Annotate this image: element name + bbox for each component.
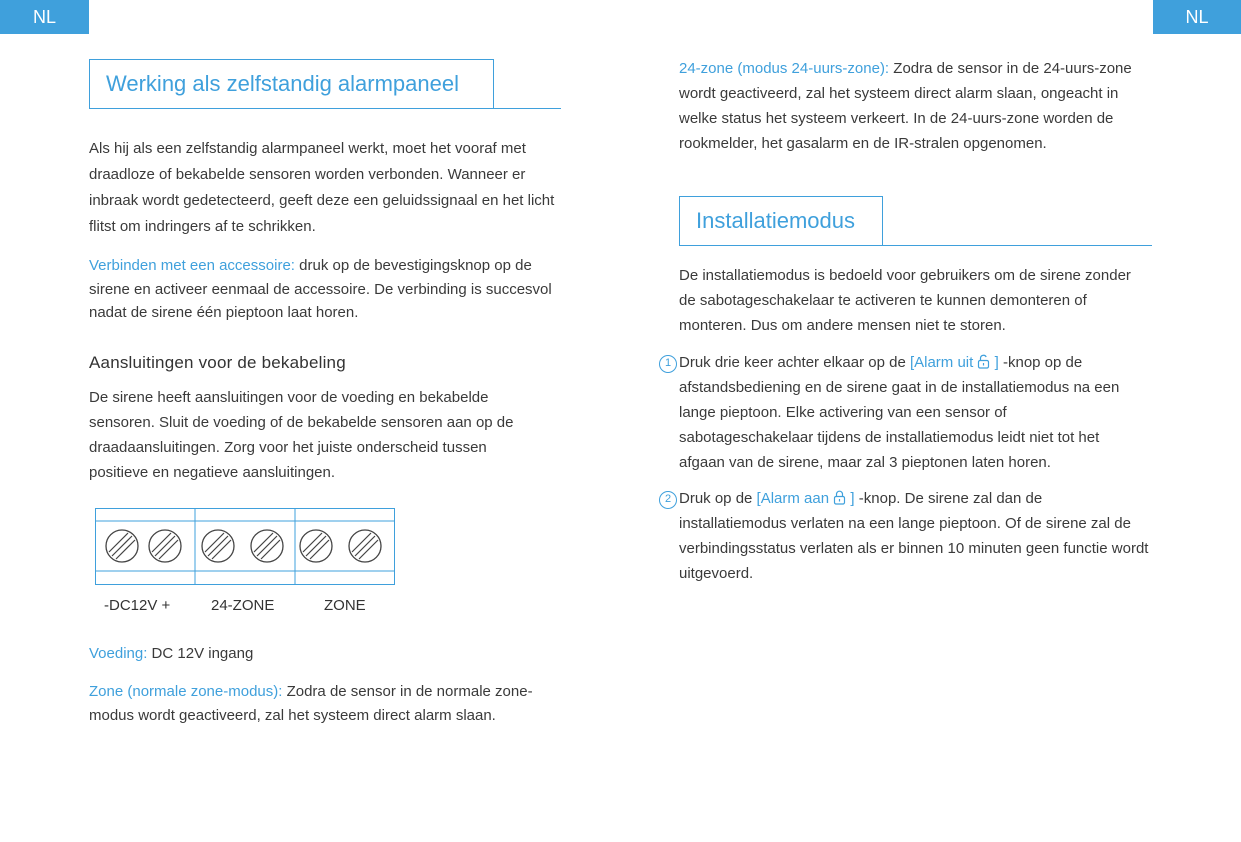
step-1-paragraph — [679, 350, 1123, 475]
step-1-text: -knop op de afstandsbediening en de sirene gaat in de installatiemodus na een lange pieptoon. Elke activering van een sensor of sabotageschakelaar tijdens de installatiemodus leidt niet tot het afgaan van de sirene, maar zal 3 pieptonen laten horen. — [679, 354, 1120, 471]
connect-label: Verbinden met een accessoire: — [89, 257, 295, 274]
connect-text: druk op de bevestigingsknop op de sirene en activeer eenmaal de accessoire. De verbinding is succesvol nadat de sirene één pieptoon laat horen. — [89, 257, 552, 321]
step-2-paragraph — [679, 486, 1153, 586]
lock-icon — [833, 490, 846, 505]
alarm-on-key-label: [Alarm aan — [756, 490, 830, 507]
step-number-1: 1 — [659, 355, 677, 373]
section-title-standalone: Werking als zelfstandig alarmpaneel — [89, 59, 494, 109]
terminal-label-24zone: 24-ZONE — [211, 597, 275, 614]
power-paragraph — [89, 641, 559, 667]
step-2-pre: Druk op de — [679, 490, 757, 507]
terminal-label-dc12v: -DC12V + — [104, 597, 171, 614]
alarm-off-key — [910, 354, 999, 371]
wiring-heading: Aansluitingen voor de bekabeling — [89, 353, 346, 372]
title-rule — [883, 245, 1152, 246]
title-rule — [494, 108, 561, 109]
install-intro-paragraph: De installatiemodus is bedoeld voor gebruikers om de sirene zonder de sabotageschakelaar te activeren te kunnen demonteren of monteren. Dus om andere mensen niet te storen. — [679, 267, 1131, 334]
alarm-on-key — [757, 490, 855, 507]
alarm-off-key-close: ] — [990, 354, 999, 371]
zone24-paragraph — [679, 56, 1149, 156]
unlock-icon — [977, 354, 990, 369]
power-text: DC 12V ingang — [147, 645, 254, 662]
terminal-block — [95, 508, 395, 585]
step-2-text: -knop. De sirene zal dan de installatiemodus verlaten na een lange pieptoon. Of de sirene zal de verbindingsstatus verlaten als er binnen 10 minuten geen functie wordt uitgevoerd. — [679, 490, 1149, 582]
step-number-2: 2 — [659, 491, 677, 509]
zone-label: Zone (normale zone-modus): — [89, 683, 283, 700]
power-label: Voeding: — [89, 645, 148, 662]
zone-paragraph — [89, 680, 563, 727]
zone24-text: Zodra de sensor in de 24-uurs-zone wordt geactiveerd, zal het systeem direct alarm slaan, ongeacht in welke status het systeem verkeert. In de 24-uurs-zone worden de rookmelder, het gasalarm en de IR-stralen opgenomen. — [679, 60, 1132, 152]
step-1-pre: Druk drie keer achter elkaar op de — [679, 354, 910, 371]
terminal-label-zone: ZONE — [324, 597, 366, 614]
language-tag-left: NL — [0, 0, 89, 34]
zone24-label: 24-zone (modus 24-uurs-zone): — [679, 60, 890, 77]
alarm-on-key-close: ] — [846, 490, 855, 507]
wiring-paragraph: De sirene heeft aansluitingen voor de voeding en bekabelde sensoren. Sluit de voeding of de bekabelde sensoren aan op de draadaansluitingen. Zorg voor het juiste onderscheid tussen positieve en negatieve aansluitingen. — [89, 389, 514, 481]
language-tag-right: NL — [1153, 0, 1241, 34]
zone-text: Zodra de sensor in de normale zone-modus wordt geactiveerd, zal het systeem direct alarm slaan. — [89, 683, 533, 724]
alarm-off-key-label: [Alarm uit — [909, 354, 974, 371]
connect-paragraph — [89, 254, 565, 325]
section-title-installation: Installatiemodus — [679, 196, 883, 246]
intro-paragraph: Als hij als een zelfstandig alarmpaneel werkt, moet het vooraf met draadloze of bekabelde sensoren worden verbonden. Wanneer er inbraak wordt gedetecteerd, geeft deze een geluidssignaal en het licht flitst om indringers af te schrikken. — [89, 140, 555, 235]
